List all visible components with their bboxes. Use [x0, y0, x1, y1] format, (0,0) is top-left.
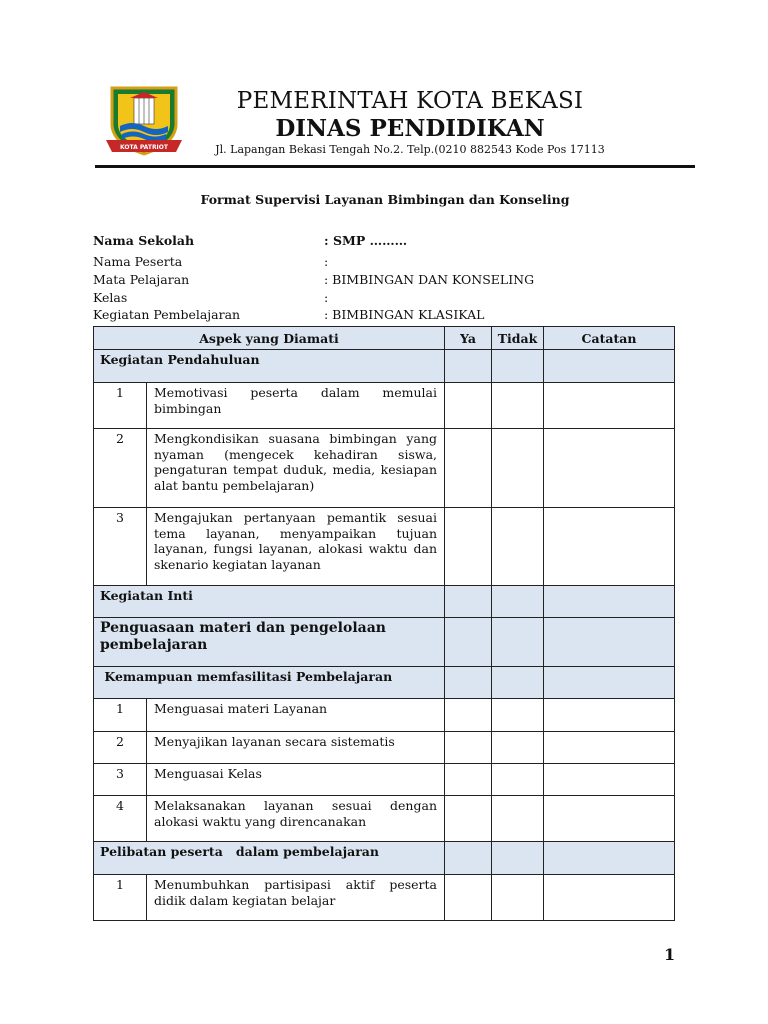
- notes-cell[interactable]: [544, 875, 675, 921]
- header-no: Tidak: [492, 327, 544, 350]
- notes-cell[interactable]: [544, 383, 675, 429]
- notes-cell[interactable]: [544, 508, 675, 586]
- yes-cell[interactable]: [445, 383, 492, 429]
- no-cell[interactable]: [492, 383, 544, 429]
- info-value: :: [324, 290, 329, 305]
- item-number: 1: [94, 383, 147, 429]
- table-row: [94, 764, 675, 796]
- table-row: [94, 429, 675, 508]
- section-row: [94, 618, 675, 667]
- supervision-table: [93, 326, 675, 921]
- notes-cell[interactable]: [544, 618, 675, 667]
- item-number: 3: [94, 508, 147, 586]
- info-label: Kegiatan Pembelajaran: [93, 307, 241, 322]
- yes-cell[interactable]: [445, 842, 492, 875]
- item-text: Menguasai materi Layanan: [147, 699, 445, 732]
- notes-cell[interactable]: [544, 796, 675, 842]
- info-label: Mata Pelajaran: [93, 272, 190, 287]
- no-cell[interactable]: [492, 796, 544, 842]
- notes-cell[interactable]: [544, 764, 675, 796]
- yes-cell[interactable]: [445, 586, 492, 618]
- notes-cell[interactable]: [544, 732, 675, 764]
- notes-cell[interactable]: [544, 429, 675, 508]
- item-text: Menyajikan layanan secara sistematis: [147, 732, 445, 764]
- info-value: : BIMBINGAN DAN KONSELING: [324, 272, 535, 287]
- item-text: Mengajukan pertanyaan pemantik sesuai tema layanan, menyampaikan tujuan layanan, fungsi layanan, alokasi waktu dan skenario kegiatan layanan: [147, 508, 445, 586]
- section-row: [94, 667, 675, 699]
- table-header-row: [94, 327, 675, 350]
- item-text: Mengkondisikan suasana bimbingan yang nyaman (mengecek kehadiran siswa, pengaturan tempat duduk, media, kesiapan alat bantu pembelajaran): [147, 429, 445, 508]
- yes-cell[interactable]: [445, 764, 492, 796]
- yes-cell[interactable]: [445, 429, 492, 508]
- section-label: Kemampuan memfasilitasi Pembelajaran: [94, 667, 445, 699]
- document-title: Format Supervisi Layanan Bimbingan dan Konseling: [200, 192, 570, 207]
- yes-cell[interactable]: [445, 796, 492, 842]
- no-cell[interactable]: [492, 508, 544, 586]
- no-cell[interactable]: [492, 618, 544, 667]
- section-row: [94, 350, 675, 383]
- info-label: Nama Peserta: [93, 254, 183, 269]
- item-number: 2: [94, 732, 147, 764]
- yes-cell[interactable]: [445, 508, 492, 586]
- yes-cell[interactable]: [445, 667, 492, 699]
- table-row: [94, 796, 675, 842]
- section-label: Pelibatan peserta dalam pembelajaran: [94, 842, 445, 875]
- yes-cell[interactable]: [445, 699, 492, 732]
- no-cell[interactable]: [492, 875, 544, 921]
- item-number: 2: [94, 429, 147, 508]
- yes-cell[interactable]: [445, 618, 492, 667]
- yes-cell[interactable]: [445, 875, 492, 921]
- section-row: [94, 842, 675, 875]
- section-label: Kegiatan Pendahuluan: [94, 350, 445, 383]
- notes-cell[interactable]: [544, 842, 675, 875]
- header-rule: [95, 165, 695, 168]
- notes-cell[interactable]: [544, 586, 675, 618]
- no-cell[interactable]: [492, 667, 544, 699]
- table-row: [94, 875, 675, 921]
- header-aspect: Aspek yang Diamati: [94, 327, 445, 350]
- item-number: 1: [94, 875, 147, 921]
- government-name: PEMERINTAH KOTA BEKASI: [236, 88, 584, 114]
- section-row: [94, 586, 675, 618]
- section-label: Kegiatan Inti: [94, 586, 445, 618]
- logo-ribbon-text: KOTA PATRIOT: [119, 144, 169, 151]
- info-value: :: [324, 254, 329, 269]
- item-text: Memotivasi peserta dalam memulai bimbingan: [147, 383, 445, 429]
- yes-cell[interactable]: [445, 350, 492, 383]
- no-cell[interactable]: [492, 586, 544, 618]
- page-number: 1: [664, 945, 676, 964]
- notes-cell[interactable]: [544, 350, 675, 383]
- table-row: [94, 699, 675, 732]
- info-value: : BIMBINGAN KLASIKAL: [324, 307, 485, 322]
- info-label: Nama Sekolah: [93, 233, 195, 248]
- header-notes: Catatan: [544, 327, 675, 350]
- no-cell[interactable]: [492, 732, 544, 764]
- table-row: [94, 508, 675, 586]
- yes-cell[interactable]: [445, 732, 492, 764]
- notes-cell[interactable]: [544, 667, 675, 699]
- table-row: [94, 732, 675, 764]
- no-cell[interactable]: [492, 764, 544, 796]
- no-cell[interactable]: [492, 350, 544, 383]
- kota-bekasi-logo: [104, 84, 184, 160]
- info-label: Kelas: [93, 290, 128, 305]
- item-number: 4: [94, 796, 147, 842]
- no-cell[interactable]: [492, 699, 544, 732]
- item-text: Melaksanakan layanan sesuai dengan alokasi waktu yang direncanakan: [147, 796, 445, 842]
- no-cell[interactable]: [492, 429, 544, 508]
- agency-address: Jl. Lapangan Bekasi Tengah No.2. Telp.(0210 882543 Kode Pos 17113: [215, 143, 605, 156]
- table-row: [94, 383, 675, 429]
- item-text: Menguasai Kelas: [147, 764, 445, 796]
- item-text: Menumbuhkan partisipasi aktif peserta didik dalam kegiatan belajar: [147, 875, 445, 921]
- header-yes: Ya: [445, 327, 492, 350]
- info-value: : SMP ………: [324, 233, 408, 248]
- no-cell[interactable]: [492, 842, 544, 875]
- agency-name: DINAS PENDIDIKAN: [275, 115, 545, 142]
- section-label: Penguasaan materi dan pengelolaan pembelajaran: [94, 618, 445, 667]
- item-number: 1: [94, 699, 147, 732]
- item-number: 3: [94, 764, 147, 796]
- notes-cell[interactable]: [544, 699, 675, 732]
